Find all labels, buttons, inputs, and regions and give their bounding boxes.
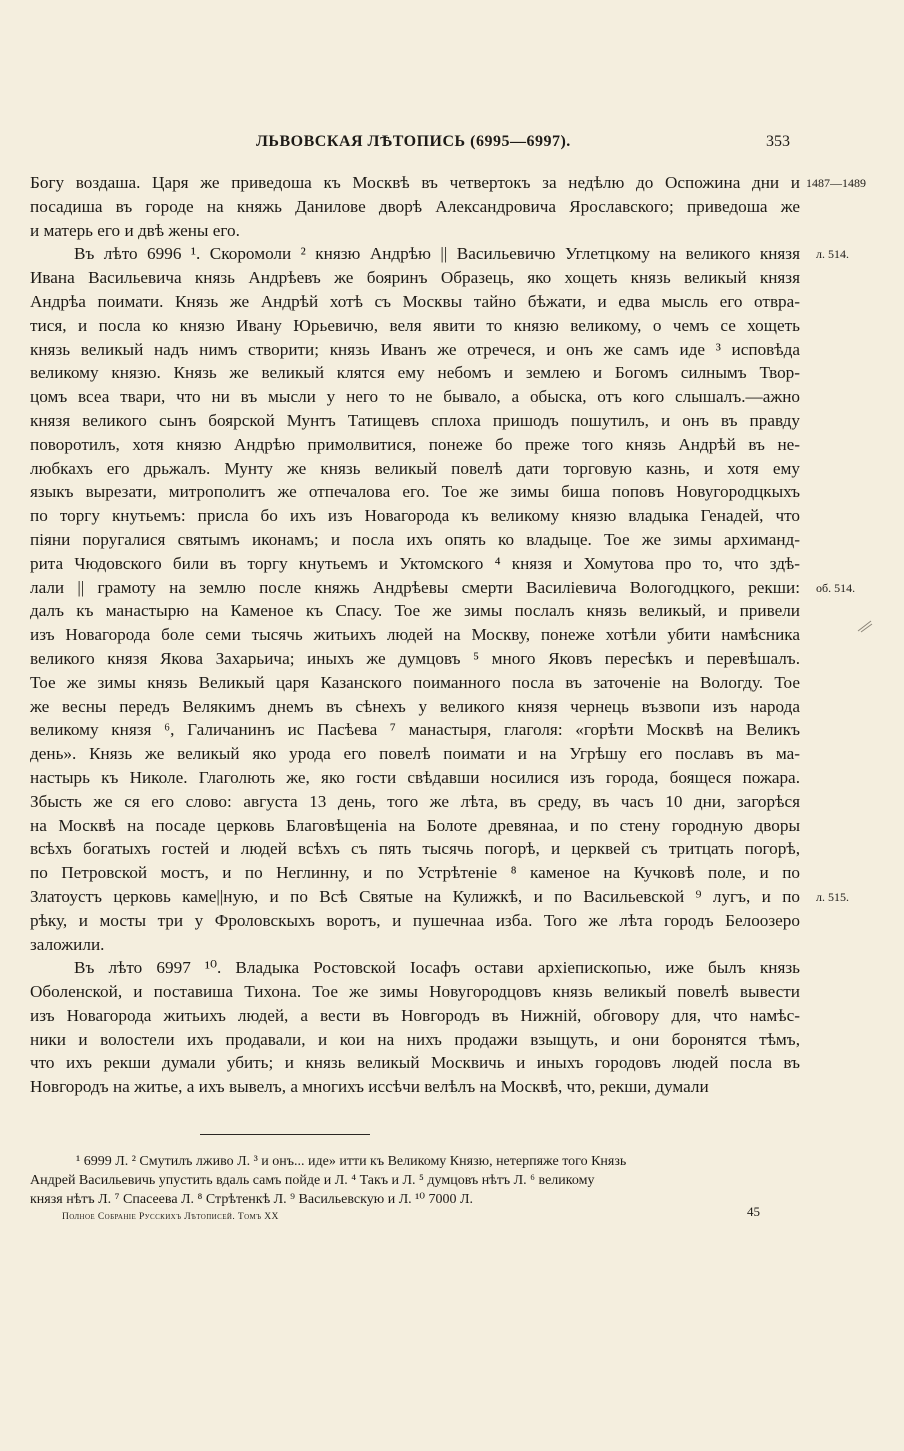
text-line: князь великый надъ нимъ створити; князь Иванъ же отречеся, и онъ же самъ иде ³ исповѣда bbox=[30, 339, 800, 359]
pencil-mark-icon bbox=[856, 618, 874, 634]
footnote-line: ¹ 6999 Л. ² Смутилъ лживо Л. ³ и онъ... иде» итти къ Великому Князю, нетерпяже того Князь bbox=[76, 1154, 627, 1169]
text-line: лали || грамоту на землю после княжь Андрѣевы смерти Василіевича Вологодцкого, рекши: bbox=[30, 577, 800, 597]
text-line: Збысть же ся его слово: августа 13 день, того же лѣта, въ среду, въ часъ 10 дни, загорѣся bbox=[30, 791, 800, 811]
text-line: Въ лѣто 6997 ¹⁰. Владыка Ростовской Іосафъ остави архіепископью, иже былъ князь bbox=[74, 958, 800, 978]
text-line: ники и волостели ихъ продавали, и кои на нихъ продажи взыщуть, и они боронятся тѣмъ, bbox=[30, 1029, 800, 1049]
text-line: піяни поругалися святымъ иконамъ; и посла ихъ опять ко владыце. Тое же зимы архиманд- bbox=[30, 529, 800, 549]
text-line: Тое же зимы князь Великый царя Казанского поиманного посла въ заточеніе на Вологду. Тое bbox=[30, 672, 800, 692]
footnotes bbox=[30, 1152, 810, 1209]
text-line: великому князю. Князь же великый клятся ему небомъ и землею и Богомъ силнымъ Твор- bbox=[30, 363, 800, 383]
text-line: Въ лѣто 6996 ¹. Скоромоли ² князю Андрѣю || Васильевичю Углетцкому на великого князя bbox=[74, 244, 800, 264]
text-line: на Москвѣ на посаде церковь Благовѣщеніа на Болоте древянаа, и по стену городную дворы bbox=[30, 815, 800, 835]
margin-note: об. 514. bbox=[816, 580, 856, 595]
text-line: поворотилъ, хотя князю Андрѣю примолвитися, понеже бо преже того князь Андрѣй въ не- bbox=[30, 434, 800, 454]
text-line: посадиша въ городе на княжь Данилове дворѣ Александровича Ярославского; приведоша же bbox=[30, 196, 800, 216]
text-line: изъ Новагорода житьихъ людей, а вести въ Новгородъ въ Нижній, обговору для, что намѣс- bbox=[30, 1005, 800, 1025]
margin-note: л. 514. bbox=[816, 247, 849, 262]
running-header-title: ЛЬВОВСКАЯ ЛѢТОПИСЬ (6995—6997). bbox=[256, 133, 571, 150]
text-line: далъ къ манастырю на Каменое къ Спасу. Тое же зимы послалъ князь великый, и привели bbox=[30, 601, 800, 621]
text-line: рита Чюдовского били въ торгу кнутьемъ и Уктомского ⁴ князя и Хомутова про то, что здѣ- bbox=[30, 553, 800, 573]
text-line: настырь къ Николе. Глаголють же, яко гости свѣдавши носилися изъ города, боящеся пожара. bbox=[30, 767, 800, 787]
signature-number: 45 bbox=[747, 1204, 760, 1219]
text-line: Златоустъ церковь каме||ную, и по Всѣ Святые на Кулижкѣ, и по Васильевской ⁹ лугъ, и по bbox=[30, 886, 800, 906]
text-line: и матерь его и двѣ жены его. bbox=[30, 220, 240, 240]
series-title: Полное Собраніе Русскихъ Лѣтописей. Томъ XX bbox=[62, 1212, 279, 1222]
text-line: любкахъ его дрьжалъ. Мунту же князь великый повелѣ дати торговую казнь, и хотя ему bbox=[30, 458, 800, 478]
text-line: языкъ вырезати, митрополитъ же отпечалова его. Тое же зимы биша поповъ Новугородцкыхъ bbox=[30, 482, 800, 502]
text-line: цомъ всеа твари, что ни въ мысли у него то не бывало, а обыска, отъ кого слышалъ.—ажно bbox=[30, 387, 800, 407]
footnote-line: Андрей Васильевичь упустить вдаль самъ пойде и Л. ⁴ Такъ и Л. ⁵ думцовъ нѣтъ Л. ⁶ великому bbox=[30, 1173, 595, 1188]
text-line: Ивана Васильевича князь Андрѣевъ же бояринъ Образець, яко хощеть князь великый князя bbox=[30, 268, 800, 288]
body-text bbox=[30, 171, 800, 1099]
text-line: великого князя Якова Захарьича; иныхъ же думцовъ ⁵ много Яковъ пересѣкъ и перевѣшалъ. bbox=[30, 648, 800, 668]
page-number: 353 bbox=[766, 133, 790, 150]
text-line: Оболенской, и поставиша Тихона. Тое же зимы Новугородцовъ князь великый повелѣ вывести bbox=[30, 982, 800, 1002]
text-line: заложили. bbox=[30, 934, 105, 954]
text-line: изъ Новагорода боле семи тысячь житьихъ людей на Москву, понеже хотѣли убити намѣсника bbox=[30, 625, 800, 645]
text-line: Новгородъ на житье, а ихъ вывелъ, а многихъ иссѣчи велѣлъ на Москвѣ, что, рекши, думали bbox=[30, 1077, 709, 1097]
text-line: Богу воздаша. Царя же приведоша къ Москвѣ въ четвертокъ за недѣлю до Оспожина дни и bbox=[30, 173, 800, 192]
text-line: же весны передъ Велякимъ днемъ въ сѣнехъ у великого князя чернець възвопи изъ народа bbox=[30, 696, 800, 716]
text-line: великому князя ⁶, Галичанинъ ис Пасѣева ⁷ манастыря, глаголя: «горѣти Москвѣ на Великъ bbox=[30, 720, 800, 740]
text-line: всѣхъ богатыхъ гостей и людей всѣхъ съ пять тысячь погорѣ, и церквей съ тритцать погорѣ, bbox=[30, 839, 800, 859]
margin-note: 1487—1489 bbox=[806, 176, 866, 190]
footnote-rule bbox=[200, 1134, 370, 1135]
text-line: князя великого сынъ боярской Мунтъ Татищевъ сплоха пришодъ пошутилъ, и онъ въ правду bbox=[30, 410, 800, 430]
text-line: что ихъ рекши думали убить; и князь великый Москвичь и иныхъ городовъ людей посла въ bbox=[30, 1053, 800, 1073]
text-line: Андрѣа поимати. Князь же Андрѣй хотѣ съ Москвы тайно бѣжати, и едва мысль его отвра- bbox=[30, 291, 800, 311]
text-line: рѣку, и мосты три у Фроловскыхъ воротъ, и пушечнаа изба. Того же лѣта городъ Белоозеро bbox=[30, 910, 800, 930]
text-line: по торгу кнутьемъ: присла бо ихъ изъ Новагорода къ великому князю владыка Генадей, что bbox=[30, 506, 800, 526]
text-line: по Петровской мостъ, и по Неглинну, и по Устрѣтеніе ⁸ каменое на Кучковѣ поле, и по bbox=[30, 863, 800, 883]
text-line: тися, и посла ко князю Ивану Юрьевичю, веля явити то князю великому, о чемъ се хощеть bbox=[30, 315, 800, 335]
footnote-line: князя нѣтъ Л. ⁷ Спасеева Л. ⁸ Стрѣтенкѣ Л. ⁹ Васильевскую и Л. ¹⁰ 7000 Л. bbox=[30, 1192, 473, 1207]
text-line: день». Князь же великый яко урода его повелѣ поимати и на Угрѣшу его пославъ въ ма- bbox=[30, 744, 800, 764]
margin-note: л. 515. bbox=[816, 890, 849, 904]
